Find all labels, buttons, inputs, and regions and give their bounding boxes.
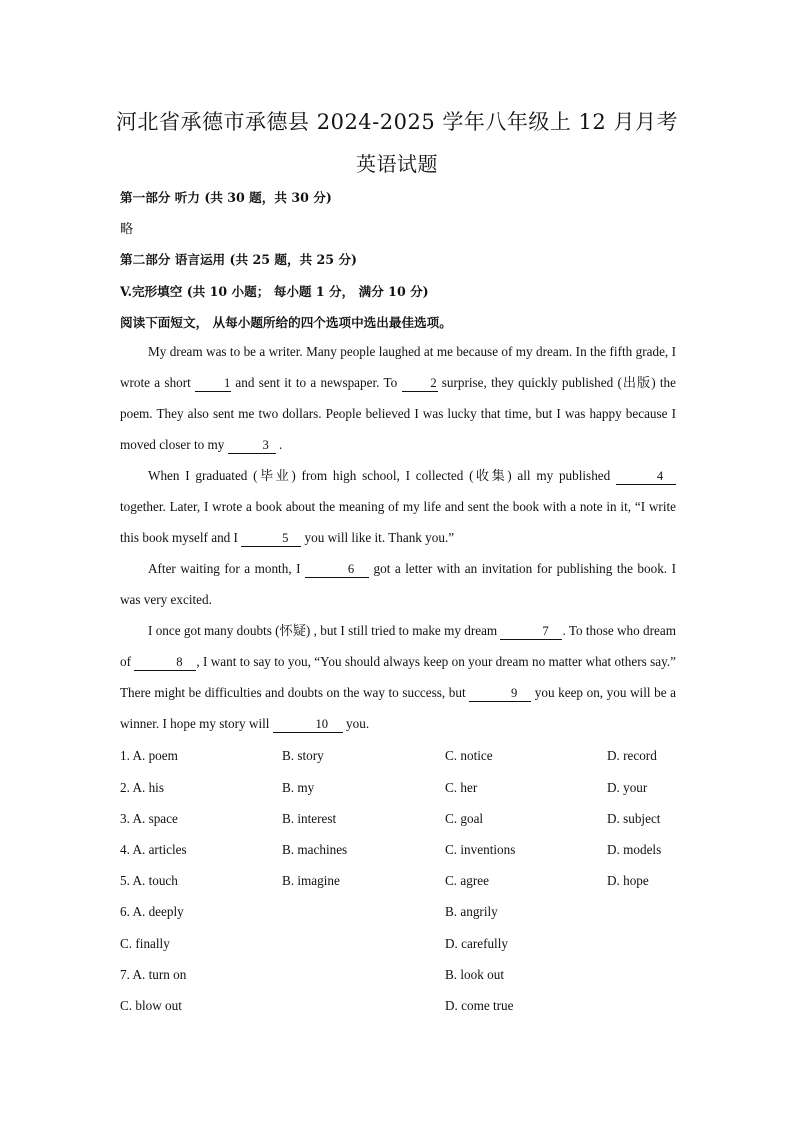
option-d[interactable]: D. subject	[607, 811, 661, 826]
option-d[interactable]: D. your	[607, 780, 648, 795]
passage-paragraph-2: When I graduated (毕业) from high school, I collected (收集) all my published 4 together. Later, I wrote a book about the meaning of my life and sent the book with a note in it, “I write this book myself and I 5 you will like it. Thank you.”	[120, 468, 676, 545]
option-c[interactable]: C. agree	[445, 873, 489, 888]
document-subtitle: 英语试题	[356, 152, 438, 176]
blank-5: 5	[241, 531, 301, 547]
blank-6: 6	[305, 562, 369, 578]
option-d[interactable]: D. models	[607, 842, 662, 857]
document-title: 河北省承德市承德县 2024-2025 学年八年级上 12 月月考	[116, 110, 678, 134]
option-c[interactable]: C. her	[445, 780, 478, 795]
blank-2: 2	[402, 376, 438, 392]
option-c[interactable]: C. inventions	[445, 842, 516, 857]
part1-heading: 第一部分 听力 (共 30 题，共 30 分)	[120, 190, 332, 205]
option-a[interactable]: 2. A. his	[120, 780, 164, 795]
passage-paragraph-3: After waiting for a month, I 6 got a letter with an invitation for publishing the book. I was very excited.	[120, 561, 676, 607]
option-a[interactable]: 3. A. space	[120, 811, 178, 826]
option-b[interactable]: B. my	[282, 780, 315, 795]
option-c[interactable]: C. finally	[120, 936, 170, 951]
option-a[interactable]: 1. A. poem	[120, 748, 178, 763]
option-b[interactable]: B. angrily	[445, 904, 498, 919]
option-c[interactable]: C. notice	[445, 748, 493, 763]
part1-omitted-note: 略	[120, 221, 134, 236]
option-d[interactable]: D. come true	[445, 998, 514, 1013]
cloze-heading: V.完形填空 (共 10 小题； 每小题 1 分， 满分 10 分)	[120, 284, 429, 299]
cloze-instruction: 阅读下面短文， 从每小题所给的四个选项中选出最佳选项。	[120, 315, 452, 330]
passage-paragraph-4: I once got many doubts (怀疑) , but I still tried to make my dream 7 . To those who dream of 8 , I want to say to you, “You should always keep on your dream no matter what others say.” There might be difficulties and doubts on the way to success, but 9 you keep on, you will be a winner. I hope my story will 10 you.	[120, 623, 676, 731]
option-b[interactable]: B. imagine	[282, 873, 340, 888]
option-d[interactable]: D. hope	[607, 873, 649, 888]
blank-4: 4	[616, 469, 676, 485]
option-c[interactable]: C. goal	[445, 811, 484, 826]
part2-heading: 第二部分 语言运用 (共 25 题，共 25 分)	[120, 252, 357, 267]
option-b[interactable]: B. story	[282, 748, 324, 763]
option-d[interactable]: D. carefully	[445, 936, 508, 951]
option-d[interactable]: D. record	[607, 748, 657, 763]
option-a[interactable]: 4. A. articles	[120, 842, 187, 857]
blank-9: 9	[469, 686, 531, 702]
option-a[interactable]: 7. A. turn on	[120, 967, 187, 982]
option-b[interactable]: B. look out	[445, 967, 504, 982]
option-a[interactable]: 5. A. touch	[120, 873, 178, 888]
blank-1: 1	[195, 376, 231, 392]
option-b[interactable]: B. machines	[282, 842, 348, 857]
blank-7: 7	[500, 624, 562, 640]
cloze-passage	[120, 336, 676, 739]
passage-paragraph-1: My dream was to be a writer. Many people laughed at me because of my dream. In the fifth grade, I wrote a short 1 and sent it to a newspaper. To 2 surprise, they quickly published (出版) the poem. They also sent me two dollars. People believed I was lucky that time, but I was happy because I moved closer to my 3 .	[120, 344, 676, 452]
option-b[interactable]: B. interest	[282, 811, 337, 826]
option-c[interactable]: C. blow out	[120, 998, 182, 1013]
blank-8: 8	[134, 655, 196, 671]
option-a[interactable]: 6. A. deeply	[120, 904, 184, 919]
blank-3: 3	[228, 438, 276, 454]
blank-10: 10	[273, 717, 343, 733]
